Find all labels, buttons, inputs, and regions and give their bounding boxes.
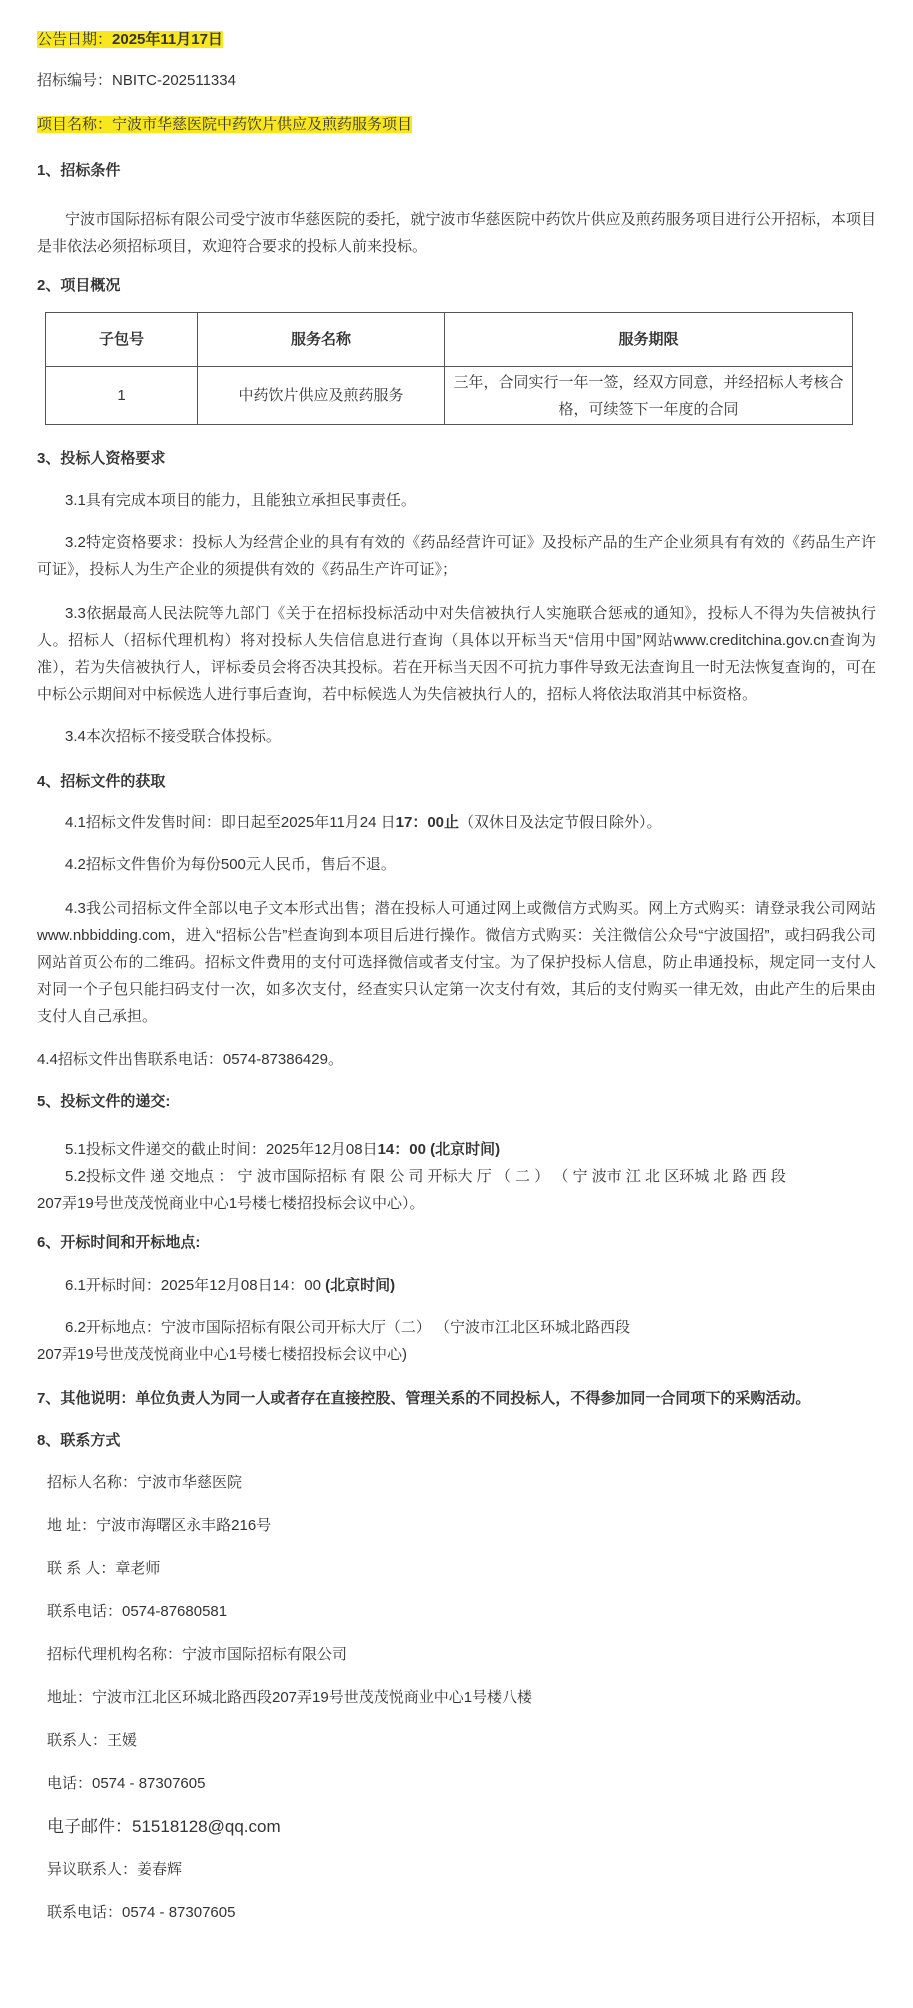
package-table-data-row <box>46 367 853 425</box>
table-header-service-name: 服务名称 <box>198 313 445 367</box>
table-header-package-no: 子包号 <box>46 313 198 367</box>
project-name-line <box>37 111 876 138</box>
contact-bidder-address: 地 址：宁波市海曙区永丰路216号 <box>47 1517 272 1534</box>
item-4-1-pre: 4.1招标文件发售时间：即日起至2025年11月24 日 <box>65 814 396 831</box>
item-4-2: 4.2招标文件售价为每份500元人民币，售后不退。 <box>65 856 396 873</box>
contact-objection-person: 异议联系人：姜春辉 <box>47 1861 183 1878</box>
item-6-2-line2: 207弄19号世茂茂悦商业中心1号楼七楼招投标会议中心) <box>37 1346 408 1363</box>
item-4-3: 4.3我公司招标文件全部以电子文本形式出售；潜在投标人可通过网上或微信方式购买。网上方式购买：请登录我公司网站www.nbbidding.com，进入“招标公告”栏查询到本项目后进行操作。微信方式购买：关注微信公众号“宁波国招”，或扫码我公司网站首页公布的二维码。招标文件费用的支付可选择微信或者支付宝。为了保护投标人信息，防止串通投标，规定同一支付人对同一个子包只能扫码支付一次，如多次支付，经查实只认定第一次支付有效，其后的支付购买一律无效，由此产生的后果由支付人自己承担。 <box>37 900 876 1025</box>
announce-date-highlight <box>37 31 223 48</box>
item-3-2: 3.2特定资格要求：投标人为经营企业的具有有效的《药品经营许可证》及投标产品的生产企业须具有有效的《药品生产许可证》，投标人为生产企业的须提供有效的《药品生产许可证》； <box>37 534 876 578</box>
section-4-title: 4、招标文件的获取 <box>37 773 166 790</box>
announce-date-line <box>37 26 876 53</box>
contact-agency-address: 地址：宁波市江北区环城北路西段207弄19号世茂茂悦商业中心1号楼八楼 <box>47 1689 533 1706</box>
announce-date-value: 2025年11月17日 <box>112 31 223 48</box>
tender-number-line: 招标编号：NBITC-202511334 <box>37 72 236 89</box>
announce-date-label: 公告日期： <box>37 31 113 48</box>
section-8-title: 8、联系方式 <box>37 1432 121 1449</box>
contact-agency-name: 招标代理机构名称：宁波市国际招标有限公司 <box>47 1646 348 1663</box>
section-5-title: 5、投标文件的递交: <box>37 1093 171 1110</box>
item-5-1-deadline: 14：00 (北京时间) <box>377 1141 501 1158</box>
item-6-2-line1: 6.2开标地点：宁波市国际招标有限公司开标大厅（二） （宁波市江北区环城北路西段 <box>65 1319 631 1336</box>
contact-agency-phone: 电话：0574 - 87307605 <box>47 1775 206 1792</box>
cell-package-no: 1 <box>46 367 198 425</box>
item-5-1-pre: 5.1投标文件递交的截止时间：2025年12月08日 <box>65 1141 378 1158</box>
item-3-3: 3.3依据最高人民法院等九部门《关于在招标投标活动中对失信被执行人实施联合惩戒的通知》，投标人不得为失信被执行人。招标人（招标代理机构）将对投标人失信信息进行查询（具体以开标当天“信用中国”网站www.creditchina.gov.cn查询为准），若为失信被执行人，评标委员会将否决其投标。若在开标当天因不可抗力事件导致无法查询且一时无法恢复查询的，可在中标公示期间对中标候选人进行事后查询，若中标候选人为失信被执行人的，招标人将依法取消其中标资格。 <box>37 605 876 703</box>
contact-objection-phone: 联系电话：0574 - 87307605 <box>47 1904 236 1921</box>
contact-agency-email: 电子邮件：51518128@qq.com <box>47 1817 281 1836</box>
contact-agency-person: 联系人：王媛 <box>47 1732 138 1749</box>
item-4-1-deadline: 17：00止 <box>395 814 460 831</box>
item-6-1-timezone: (北京时间) <box>325 1277 396 1294</box>
item-4-1-post: （双休日及法定节假日除外）。 <box>459 814 662 831</box>
cell-service-name: 中药饮片供应及煎药服务 <box>198 367 445 425</box>
contact-bidder-name: 招标人名称：宁波市华慈医院 <box>47 1474 243 1491</box>
package-table-header-row <box>46 313 853 367</box>
section-3-title: 3、投标人资格要求 <box>37 450 166 467</box>
item-3-4: 3.4本次招标不接受联合体投标。 <box>65 728 281 745</box>
item-4-4: 4.4招标文件出售联系电话：0574-87386429。 <box>37 1051 343 1068</box>
section-7-title: 7、其他说明：单位负责人为同一人或者存在直接控股、管理关系的不同投标人，不得参加同一合同项下的采购活动。 <box>37 1390 811 1407</box>
table-header-service-term: 服务期限 <box>445 313 853 367</box>
section-6-title: 6、开标时间和开标地点: <box>37 1234 201 1251</box>
contact-bidder-phone: 联系电话：0574-87680581 <box>47 1603 228 1620</box>
item-6-1 <box>37 1272 876 1299</box>
item-4-1 <box>37 809 876 836</box>
section-1-paragraph: 宁波市国际招标有限公司受宁波市华慈医院的委托，就宁波市华慈医院中药饮片供应及煎药服务项目进行公开招标，本项目是非依法必须招标项目，欢迎符合要求的投标人前来投标。 <box>37 211 876 255</box>
item-3-1: 3.1具有完成本项目的能力，且能独立承担民事责任。 <box>65 492 416 509</box>
project-name-highlight: 项目名称：宁波市华慈医院中药饮片供应及煎药服务项目 <box>37 116 413 133</box>
package-table <box>45 312 853 425</box>
item-5-1 <box>37 1136 876 1163</box>
item-5-2-line2: 207弄19号世茂茂悦商业中心1号楼七楼招投标会议中心）。 <box>37 1195 425 1212</box>
section-1-title: 1、招标条件 <box>37 162 121 179</box>
contact-bidder-person: 联 系 人：章老师 <box>47 1560 161 1577</box>
item-6-1-pre: 6.1开标时间：2025年12月08日14：00 <box>65 1277 326 1294</box>
section-2-title: 2、项目概况 <box>37 277 121 294</box>
item-5-2-line1: 5.2投标文件 递 交地点 ： 宁 波市国际招标 有 限 公 司 开标大 厅 （ 二 ） （ 宁 波市 江 北 区环城 北 路 西 段 <box>65 1168 786 1185</box>
cell-service-term: 三年，合同实行一年一签，经双方同意，并经招标人考核合格，可续签下一年度的合同 <box>445 367 853 425</box>
